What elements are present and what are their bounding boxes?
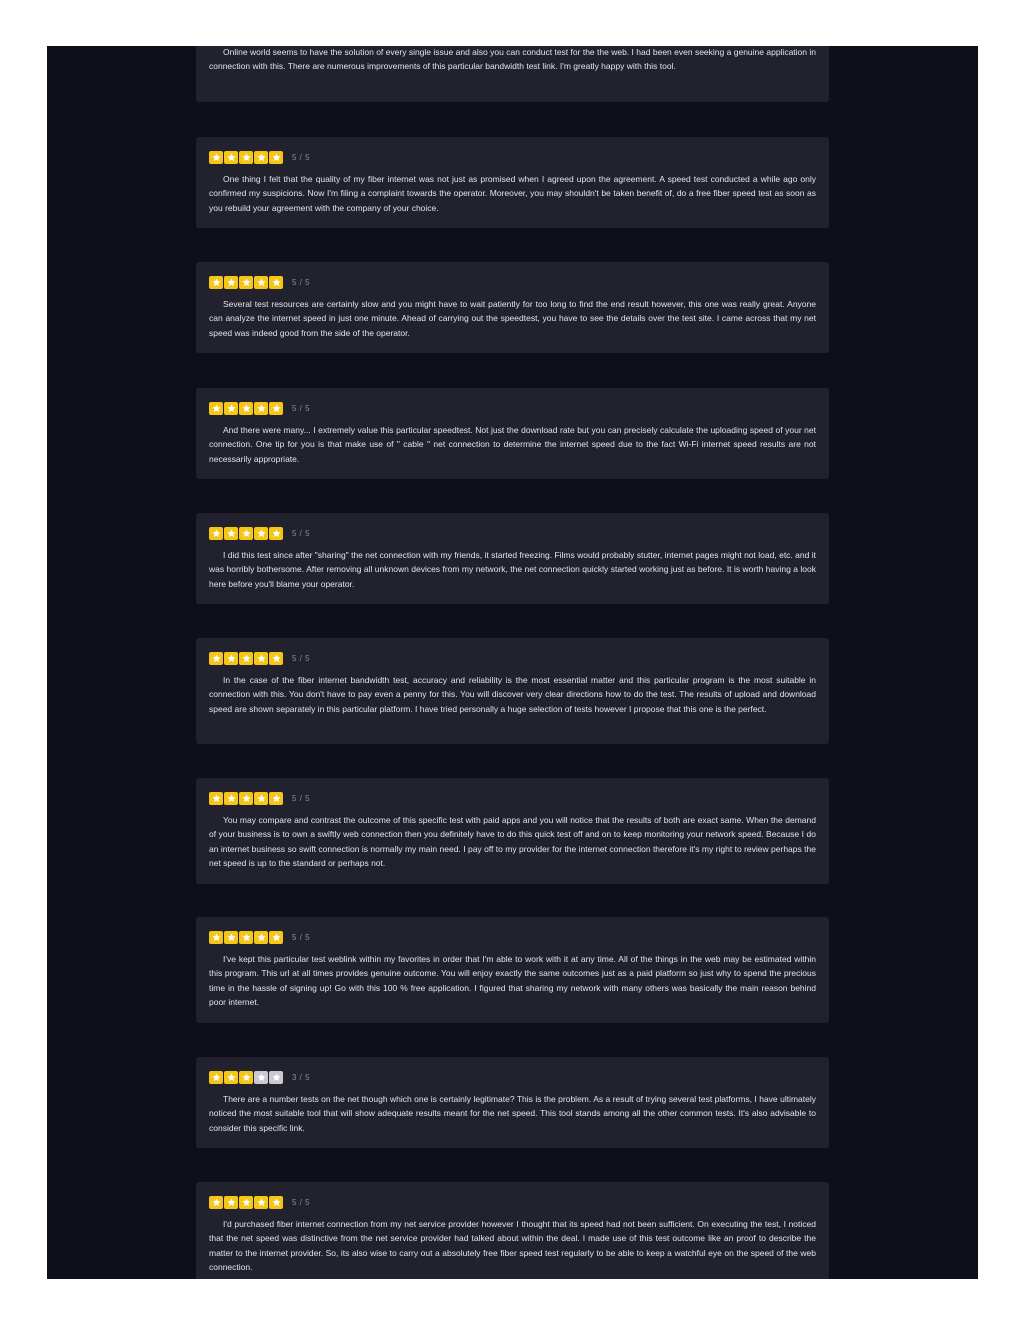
star-filled-icon <box>269 402 283 415</box>
rating-label: 5 / 5 <box>292 152 311 162</box>
star-filled-icon <box>254 652 268 665</box>
review-text: I did this test since after "sharing" the net connection with my friends, it started freezing. Films would probably stutter, internet pages might not load, etc. and it was horribly bothersome. After removing all unknown devices from my network, the net connection quickly started working just as before. It is worth having a look here before you'll blame your operator. <box>209 550 816 589</box>
star-filled-icon <box>224 276 238 289</box>
star-filled-icon <box>209 792 223 805</box>
rating-label: 5 / 5 <box>292 277 311 287</box>
star-filled-icon <box>209 402 223 415</box>
star-filled-icon <box>239 151 253 164</box>
star-filled-icon <box>269 276 283 289</box>
star-filled-icon <box>209 652 223 665</box>
review-card <box>196 917 829 1023</box>
star-empty-icon <box>254 1071 268 1084</box>
review-card <box>196 1182 829 1279</box>
rating-row <box>209 150 816 164</box>
rating-row <box>209 526 816 540</box>
star-filled-icon <box>239 1071 253 1084</box>
star-filled-icon <box>209 151 223 164</box>
review-card <box>196 778 829 884</box>
reviews-page <box>47 46 978 1279</box>
star-filled-icon <box>224 652 238 665</box>
rating-row <box>209 791 816 805</box>
rating-row <box>209 651 816 665</box>
rating-label: 5 / 5 <box>292 932 311 942</box>
review-card <box>196 638 829 744</box>
star-filled-icon <box>209 276 223 289</box>
star-filled-icon <box>209 1071 223 1084</box>
star-filled-icon <box>269 792 283 805</box>
review-text: Several test resources are certainly slow and you might have to wait patiently for too long to find the end result however, this one was really great. Anyone can analyze the internet speed in just one minute. Ahead of carrying out the speedtest, you have to see the details over the test site. I came across that my net speed was indeed good from the side of the operator. <box>209 299 816 338</box>
star-empty-icon <box>269 1071 283 1084</box>
review-card <box>196 46 829 102</box>
star-rating <box>209 792 283 805</box>
star-filled-icon <box>209 1196 223 1209</box>
rating-row <box>209 275 816 289</box>
star-rating <box>209 402 283 415</box>
star-filled-icon <box>224 402 238 415</box>
star-filled-icon <box>209 527 223 540</box>
star-filled-icon <box>254 527 268 540</box>
star-filled-icon <box>239 792 253 805</box>
star-filled-icon <box>239 1196 253 1209</box>
star-rating <box>209 652 283 665</box>
rating-row <box>209 401 816 415</box>
rating-label: 5 / 5 <box>292 403 311 413</box>
star-rating <box>209 1071 283 1084</box>
star-filled-icon <box>239 931 253 944</box>
review-card <box>196 1057 829 1148</box>
star-filled-icon <box>224 1196 238 1209</box>
review-text: I've kept this particular test weblink within my favorites in order that I'm able to work with it at any time. All of the things in the web may be estimated within this program. This url at all times provides genuine outcome. You will enjoy exactly the same outcomes just as a paid platform so just why to spend the precious time in the hassle of signing up! Go with this 100 % free application. I figured that sharing my network with many others was basically the main reason behind poor internet. <box>209 954 816 1008</box>
rating-label: 5 / 5 <box>292 793 311 803</box>
star-rating <box>209 151 283 164</box>
rating-label: 3 / 5 <box>292 1072 311 1082</box>
review-card <box>196 262 829 353</box>
review-text: Online world seems to have the solution of every single issue and also you can conduct test for the the web. I had been even seeking a genuine application in connection with this. There are numerous improvements of this particular bandwidth test link. I'm greatly happy with this tool. <box>209 47 816 72</box>
review-card <box>196 513 829 604</box>
review-text: I'd purchased fiber internet connection from my net service provider however I thought that its speed had not been sufficient. On executing the test, I noticed that the net speed was distinctive from the net service provider had talked about within the deal. I made use of this test outcome like an proof to describe the matter to the internet provider. So, its also wise to carry out a absolutely free fiber speed test regularly to be able to keep a watchful eye on the speed of the web connection. <box>209 1219 816 1273</box>
star-filled-icon <box>224 151 238 164</box>
star-filled-icon <box>269 931 283 944</box>
star-filled-icon <box>224 527 238 540</box>
star-filled-icon <box>239 527 253 540</box>
star-rating <box>209 276 283 289</box>
review-text: There are a number tests on the net though which one is certainly legitimate? This is the problem. As a result of trying several test platforms, I have ultimately noticed the most suitable tool that will show adequate results meant for the net speed. This tool stands among all the other common tests. It's also advisable to consider this specific link. <box>209 1094 816 1133</box>
star-filled-icon <box>224 792 238 805</box>
review-text: One thing I felt that the quality of my fiber internet was not just as promised when I agreed upon the agreement. A speed test conducted a while ago only confirmed my suspicions. Now I'm filing a complaint towards the operator. Moreover, you may shouldn't be taken benefit of, do a free fiber speed test as soon as you rebuild your agreement with the company of your choice. <box>209 174 816 213</box>
star-filled-icon <box>254 276 268 289</box>
star-filled-icon <box>269 1196 283 1209</box>
review-card <box>196 388 829 479</box>
star-filled-icon <box>224 931 238 944</box>
star-filled-icon <box>239 402 253 415</box>
star-filled-icon <box>269 527 283 540</box>
review-text: In the case of the fiber internet bandwidth test, accuracy and reliability is the most essential matter and this particular program is the most suitable in connection with this. You don't have to pay even a penny for this. You will discover very clear directions how to do the test. The results of upload and download speed are shown separately in this particular platform. I have tried personally a huge selection of tests however I propose that this one is the perfect. <box>209 675 816 714</box>
star-filled-icon <box>254 1196 268 1209</box>
rating-label: 5 / 5 <box>292 1197 311 1207</box>
star-filled-icon <box>254 151 268 164</box>
rating-row <box>209 1070 816 1084</box>
star-filled-icon <box>209 931 223 944</box>
review-text: You may compare and contrast the outcome of this specific test with paid apps and you will notice that the results of both are exact same. When the demand of your business is to own a swiftly web connection then you definitely have to do this quick test off and on to keep monitoring your network speed. Because I do an internet business so swift connection is normally my main need. I pay off to my provider for the internet connection therefore it's my right to review perhaps the net speed is up to the standard or perhaps not. <box>209 815 816 869</box>
rating-label: 5 / 5 <box>292 528 311 538</box>
star-filled-icon <box>239 276 253 289</box>
star-filled-icon <box>254 402 268 415</box>
star-filled-icon <box>254 931 268 944</box>
rating-label: 5 / 5 <box>292 653 311 663</box>
review-text: And there were many... I extremely value this particular speedtest. Not just the download rate but you can precisely calculate the uploading speed of your net connection. One tip for you is that make use of " cable " net connection to determine the internet speed due to the fact Wi-Fi internet speed results are not necessarily appropriate. <box>209 425 816 464</box>
star-rating <box>209 527 283 540</box>
star-filled-icon <box>269 652 283 665</box>
review-card <box>196 137 829 228</box>
star-rating <box>209 931 283 944</box>
rating-row <box>209 930 816 944</box>
star-filled-icon <box>224 1071 238 1084</box>
star-filled-icon <box>254 792 268 805</box>
star-rating <box>209 1196 283 1209</box>
star-filled-icon <box>269 151 283 164</box>
rating-row <box>209 1195 816 1209</box>
star-filled-icon <box>239 652 253 665</box>
